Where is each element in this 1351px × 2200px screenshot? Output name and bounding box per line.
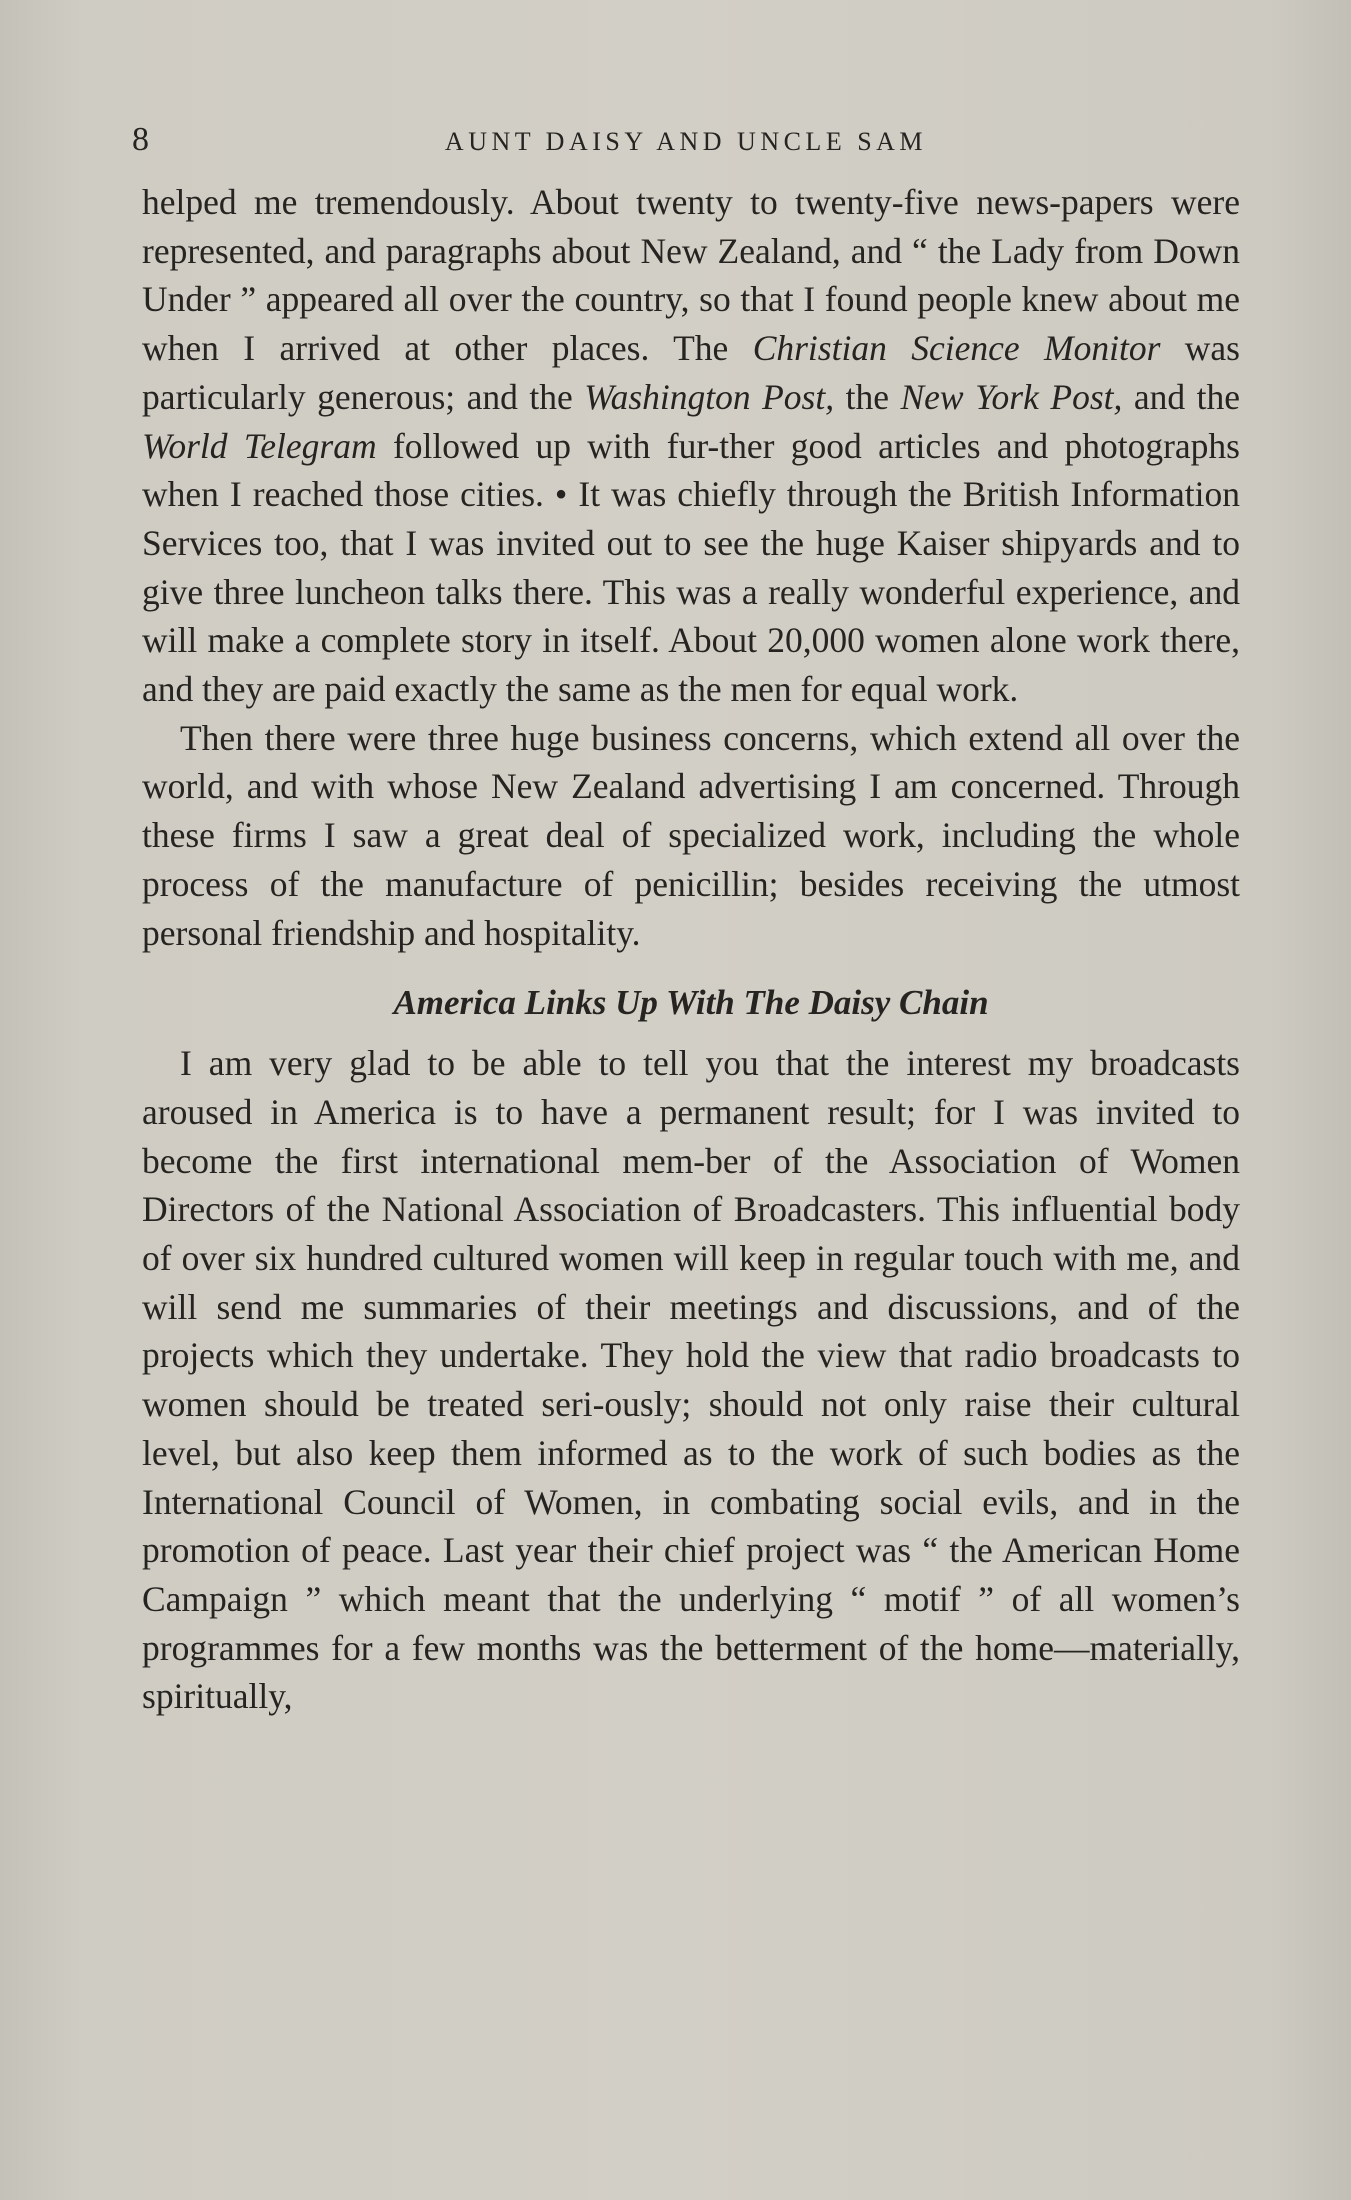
body-text xyxy=(142,178,1240,1721)
paragraph-1 xyxy=(142,178,1240,714)
italic-world-telegram: World Telegram xyxy=(142,425,377,466)
italic-washington-post: Washington Post, xyxy=(584,376,835,417)
paragraph-2: Then there were three huge business concerns, which extend all over the world, and with whose New Zealand advertising I am concerned. Through these firms I saw a great deal of specialized work, including the whole process of the manufacture of penicillin; besides receiving the utmost personal friendship and hospitality. xyxy=(142,717,1240,953)
section-heading: America Links Up With The Daisy Chain xyxy=(393,983,989,1023)
italic-new-york-post: New York Post, xyxy=(900,376,1123,417)
paragraph-1-text-2: was particularly generous; and the xyxy=(142,328,1240,417)
paragraph-3: I am very glad to be able to tell you that the interest my broadcasts aroused in America is to have a permanent result; for I was invited to become the first international mem-ber of the Association of Women Directors of the National Association of Broadcasters. This influential body of over six hundred cultured women will keep in regular touch with me, and will send me summaries of their meetings and discussions, and of the projects which they undertake. They hold the view that radio broadcasts to women should be treated seri-ously; should not only raise their cultural level, but also keep them informed as to the work of such bodies as the International Council of Women, in combating social evils, and in the promotion of peace. Last year their chief project was “ the American Home Campaign ” which meant that the underlying “ motif ” of all women’s programmes for a few months was the betterment of the home—materially, spiritually, xyxy=(142,1043,1240,1717)
paragraph-1-text-5: followed up with fur-ther good articles and photographs when I reached those cities. • It was chiefly through the British Information Services too, that I was invited out to see the huge Kaiser shipyards and to give three luncheon talks there. This was a really wonderful experience, and will make a complete story in itself. About 20,000 women alone work there, and they are paid exactly the same as the men for equal work. xyxy=(142,425,1240,710)
paragraph-1-text-1: helped me tremendously. About twenty to twenty-five news-papers were represented, and paragraphs about New Zealand, and “ the Lady from Down Under ” appeared all over the country, so that I found people knew about me when I arrived at other places. The xyxy=(142,182,1240,369)
paragraph-1-text-4: and the xyxy=(1122,376,1240,417)
paragraph-1-text-3: the xyxy=(834,376,901,417)
running-title: AUNT DAISY AND UNCLE SAM xyxy=(444,127,928,156)
italic-christian-science-monitor: Christian Science Monitor xyxy=(752,328,1161,369)
running-head xyxy=(132,118,1240,162)
page-number: 8 xyxy=(132,121,149,158)
